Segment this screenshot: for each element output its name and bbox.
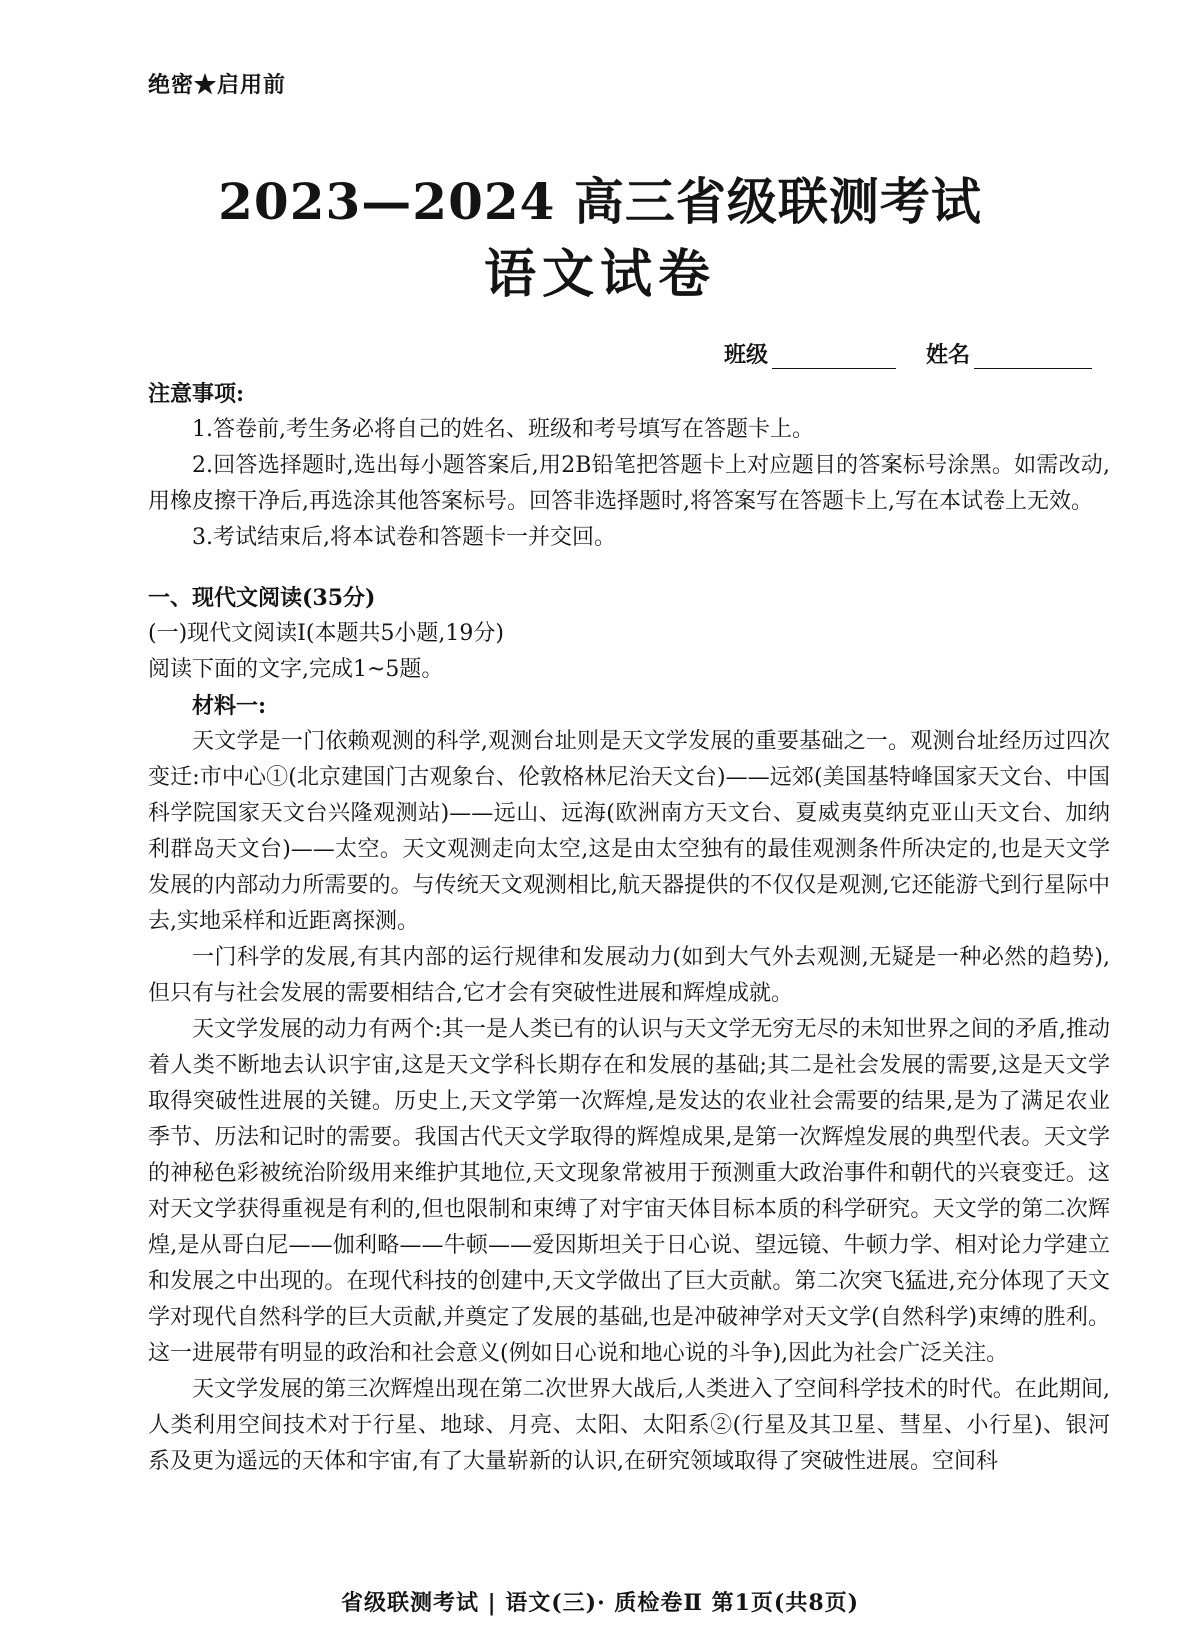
class-field[interactable]: [724, 338, 896, 369]
material-paragraph-1: 天文学是一门依赖观测的科学,观测台址则是天文学发展的重要基础之一。观测台址经历过四次变迁:市中心①(北京建国门古观象台、伦敦格林尼治天文台)——远郊(美国基特峰国家天文台、中国科学院国家天文台兴隆观测站)——远山、远海(欧洲南方天文台、夏威夷莫纳克亚山天文台、加纳利群岛天文台)——太空。天文观测走向太空,这是由太空独有的最佳观测条件所决定的,也是天文学发展的内部动力所需要的。与传统天文观测相比,航天器提供的不仅仅是观测,它还能游弋到行星际中去,实地采样和近距离探测。: [148, 729, 1110, 934]
confidential-label: 绝密★启用前: [148, 72, 287, 98]
paper-subject-title: 语文试卷: [483, 244, 716, 305]
exam-title: 2023—2024 高三省级联测考试: [218, 172, 982, 231]
notes-heading: 注意事项:: [148, 381, 245, 407]
section-heading: 一、现代文阅读(35分): [148, 585, 376, 611]
reading-instruction: 阅读下面的文字,完成1~5题。: [148, 657, 444, 682]
page-content: [148, 376, 1110, 1480]
class-blank[interactable]: [772, 348, 896, 369]
name-field[interactable]: [926, 338, 1092, 369]
class-label: 班级: [723, 342, 768, 368]
note-item-1: 1.答卷前,考生务必将自己的姓名、班级和考号填写在答题卡上。: [192, 417, 814, 442]
material-paragraph-2: 一门科学的发展,有其内部的运行规律和发展动力(如到大气外去观测,无疑是一种必然的趋势),但只有与社会发展的需要相结合,它才会有突破性进展和辉煌成就。: [148, 945, 1110, 1006]
page-footer: 省级联测考试 | 语文(三)· 质检卷Ⅱ 第1页(共8页): [340, 1590, 860, 1616]
material-paragraph-4: 天文学发展的第三次辉煌出现在第二次世界大战后,人类进入了空间科学技术的时代。在此期间,人类利用空间技术对于行星、地球、月亮、太阳、太阳系②(行星及其卫星、彗星、小行星)、银河系及更为遥远的天体和宇宙,有了大量崭新的认识,在研究领域取得了突破性进展。空间科: [148, 1377, 1110, 1474]
section-subheading: (一)现代文阅读Ⅰ(本题共5小题,19分): [148, 621, 505, 646]
name-blank[interactable]: [974, 348, 1092, 369]
student-info-fields: [724, 338, 1092, 369]
material-paragraph-3: 天文学发展的动力有两个:其一是人类已有的认识与天文学无穷无尽的未知世界之间的矛盾,推动着人类不断地去认识宇宙,这是天文学科长期存在和发展的基础;其二是社会发展的需要,这是天文学取得突破性进展的关键。历史上,天文学第一次辉煌,是发达的农业社会需要的结果,是为了满足农业季节、历法和记时的需要。我国古代天文学取得的辉煌成果,是第一次辉煌发展的典型代表。天文学的神秘色彩被统治阶级用来维护其地位,天文现象常被用于预测重大政治事件和朝代的兴衰变迁。这对天文学获得重视是有利的,但也限制和束缚了对宇宙天体目标本质的科学研究。天文学的第二次辉煌,是从哥白尼——伽利略——牛顿——爱因斯坦关于日心说、望远镜、牛顿力学、相对论力学建立和发展之中出现的。在现代科技的创建中,天文学做出了巨大贡献。第二次突飞猛进,充分体现了天文学对现代自然科学的巨大贡献,并奠定了发展的基础,也是冲破神学对天文学(自然科学)束缚的胜利。这一进展带有明显的政治和社会意义(例如日心说和地心说的斗争),因此为社会广泛关注。: [148, 1017, 1110, 1366]
material-label: 材料一:: [192, 693, 267, 719]
note-item-3: 3.考试结束后,将本试卷和答题卡一并交回。: [192, 525, 616, 550]
note-item-2: 2.回答选择题时,选出每小题答案后,用2B铅笔把答题卡上对应题目的答案标号涂黑。如需改动,用橡皮擦干净后,再选涂其他答案标号。回答非选择题时,将答案写在答题卡上,写在本试卷上无效。: [148, 453, 1110, 514]
name-label: 姓名: [925, 342, 970, 368]
